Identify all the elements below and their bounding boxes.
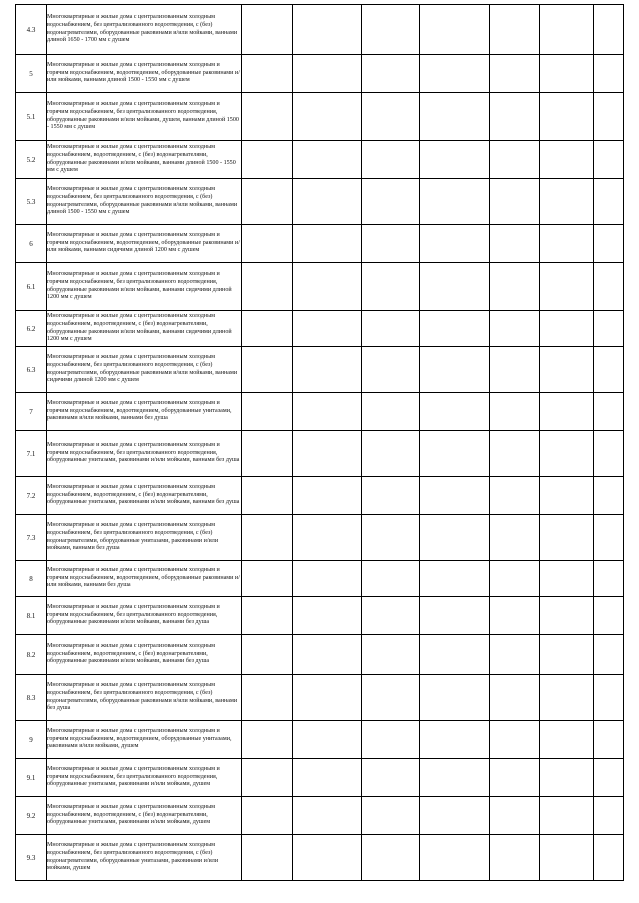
empty-value-cell bbox=[293, 515, 362, 561]
row-description-text: Многоквартирные и жилые дома с централизованным холодным и горячим водоснабжением, водоотведением, оборудованные унитазами, раковинами и/или мойками, душем bbox=[47, 727, 232, 750]
row-description-cell bbox=[47, 347, 242, 393]
empty-value-cell bbox=[420, 5, 490, 55]
row-description-cell bbox=[47, 561, 242, 597]
row-number-cell: 5.2 bbox=[16, 141, 47, 179]
row-number-cell: 7.3 bbox=[16, 515, 47, 561]
empty-value-cell bbox=[362, 225, 420, 263]
empty-value-cell bbox=[420, 179, 490, 225]
empty-value-cell bbox=[594, 5, 624, 55]
empty-value-cell bbox=[420, 311, 490, 347]
empty-value-cell bbox=[594, 835, 624, 881]
empty-value-cell bbox=[242, 515, 293, 561]
row-number-cell: 8.1 bbox=[16, 597, 47, 635]
empty-value-cell bbox=[490, 431, 540, 477]
row-number-cell: 9.1 bbox=[16, 759, 47, 797]
empty-value-cell bbox=[242, 141, 293, 179]
empty-value-cell bbox=[490, 393, 540, 431]
empty-value-cell bbox=[420, 263, 490, 311]
row-description-cell bbox=[47, 141, 242, 179]
empty-value-cell bbox=[540, 393, 594, 431]
empty-value-cell bbox=[420, 141, 490, 179]
empty-value-cell bbox=[490, 93, 540, 141]
row-number-cell: 8.3 bbox=[16, 675, 47, 721]
empty-value-cell bbox=[242, 797, 293, 835]
empty-value-cell bbox=[594, 141, 624, 179]
empty-value-cell bbox=[362, 141, 420, 179]
row-description-cell bbox=[47, 721, 242, 759]
empty-value-cell bbox=[420, 797, 490, 835]
norms-table bbox=[15, 4, 624, 881]
empty-value-cell bbox=[420, 515, 490, 561]
empty-value-cell bbox=[594, 347, 624, 393]
row-description-cell bbox=[47, 597, 242, 635]
table-row bbox=[16, 797, 624, 835]
empty-value-cell bbox=[540, 635, 594, 675]
row-description-text: Многоквартирные и жилые дома с централизованным холодным водоснабжением, водоотведением, с (без) водонагревателями, оборудованные унитазами, раковинами и/или мойками, ваннами без душа bbox=[47, 483, 240, 506]
row-description-cell bbox=[47, 635, 242, 675]
row-description-cell bbox=[47, 515, 242, 561]
empty-value-cell bbox=[362, 721, 420, 759]
table-row bbox=[16, 93, 624, 141]
empty-value-cell bbox=[362, 561, 420, 597]
row-description-cell bbox=[47, 311, 242, 347]
row-description-cell bbox=[47, 55, 242, 93]
empty-value-cell bbox=[242, 179, 293, 225]
empty-value-cell bbox=[293, 797, 362, 835]
empty-value-cell bbox=[242, 675, 293, 721]
empty-value-cell bbox=[490, 797, 540, 835]
empty-value-cell bbox=[293, 311, 362, 347]
empty-value-cell bbox=[594, 675, 624, 721]
empty-value-cell bbox=[362, 759, 420, 797]
empty-value-cell bbox=[594, 635, 624, 675]
empty-value-cell bbox=[293, 561, 362, 597]
empty-value-cell bbox=[540, 797, 594, 835]
row-number-cell: 7 bbox=[16, 393, 47, 431]
empty-value-cell bbox=[293, 5, 362, 55]
empty-value-cell bbox=[490, 597, 540, 635]
empty-value-cell bbox=[594, 263, 624, 311]
empty-value-cell bbox=[540, 179, 594, 225]
row-description-text: Многоквартирные и жилые дома с централизованным холодным водоснабжением, водоотведением, с (без) водонагревателями, оборудованные раковинами и/или мойками, ваннами длиной 1500 - 1550 мм с душем bbox=[47, 143, 236, 174]
row-description-text: Многоквартирные и жилые дома с централизованным холодным и горячим водоснабжением, водоотведением, оборудованные унитазами, раковинами и/или мойками, ваннами без душа bbox=[47, 399, 232, 422]
row-description-text: Многоквартирные и жилые дома с централизованным холодным и горячим водоснабжением, без централизованного водоотведения, оборудованные унитазами, раковинами и/или мойками, душем bbox=[47, 765, 220, 788]
empty-value-cell bbox=[242, 561, 293, 597]
empty-value-cell bbox=[362, 675, 420, 721]
empty-value-cell bbox=[490, 721, 540, 759]
empty-value-cell bbox=[242, 263, 293, 311]
empty-value-cell bbox=[420, 477, 490, 515]
empty-value-cell bbox=[420, 675, 490, 721]
empty-value-cell bbox=[420, 393, 490, 431]
table-row bbox=[16, 675, 624, 721]
table-row bbox=[16, 431, 624, 477]
empty-value-cell bbox=[242, 347, 293, 393]
row-description-text: Многоквартирные и жилые дома с централизованным холодным водоснабжением, водоотведением, с (без) водонагревателями, оборудованные раковинами и/или мойками, ваннами сидячими длиной 1200 мм с душем bbox=[47, 312, 232, 343]
empty-value-cell bbox=[540, 5, 594, 55]
empty-value-cell bbox=[540, 311, 594, 347]
empty-value-cell bbox=[362, 393, 420, 431]
empty-value-cell bbox=[242, 721, 293, 759]
row-description-text: Многоквартирные и жилые дома с централизованным холодным и горячим водоснабжением, водоотведением, оборудованные раковинами и/или мойками, ваннами сидячими длиной 1200 мм с душем bbox=[47, 231, 240, 254]
row-description-text: Многоквартирные и жилые дома с централизованным холодным водоснабжением, без централизованного водоотведения, с (без) водонагревателями, оборудованные раковинами и/или мойками, ваннами без душа bbox=[47, 681, 238, 712]
empty-value-cell bbox=[540, 515, 594, 561]
empty-value-cell bbox=[490, 675, 540, 721]
empty-value-cell bbox=[242, 635, 293, 675]
empty-value-cell bbox=[594, 477, 624, 515]
empty-value-cell bbox=[242, 55, 293, 93]
empty-value-cell bbox=[420, 561, 490, 597]
empty-value-cell bbox=[540, 55, 594, 93]
row-number-cell: 6.3 bbox=[16, 347, 47, 393]
empty-value-cell bbox=[420, 431, 490, 477]
row-number-cell: 6.2 bbox=[16, 311, 47, 347]
empty-value-cell bbox=[594, 515, 624, 561]
row-number-cell: 5 bbox=[16, 55, 47, 93]
row-description-text: Многоквартирные и жилые дома с централизованным холодным и горячим водоснабжением, водоотведением, оборудованные раковинами и/или мойками, ваннами длиной 1500 - 1550 мм с душем bbox=[47, 61, 240, 84]
empty-value-cell bbox=[490, 263, 540, 311]
empty-value-cell bbox=[293, 225, 362, 263]
empty-value-cell bbox=[490, 759, 540, 797]
empty-value-cell bbox=[490, 477, 540, 515]
empty-value-cell bbox=[293, 347, 362, 393]
row-description-text: Многоквартирные и жилые дома с централизованным холодным и горячим водоснабжением, без централизованного водоотведения, оборудованные раковинами и/или мойками, ваннами без душа bbox=[47, 603, 220, 626]
empty-value-cell bbox=[594, 179, 624, 225]
row-number-cell: 9 bbox=[16, 721, 47, 759]
row-number-cell: 7.1 bbox=[16, 431, 47, 477]
empty-value-cell bbox=[490, 311, 540, 347]
empty-value-cell bbox=[293, 431, 362, 477]
empty-value-cell bbox=[242, 311, 293, 347]
empty-value-cell bbox=[540, 263, 594, 311]
empty-value-cell bbox=[420, 347, 490, 393]
empty-value-cell bbox=[540, 225, 594, 263]
table-row bbox=[16, 311, 624, 347]
table-row bbox=[16, 477, 624, 515]
empty-value-cell bbox=[594, 797, 624, 835]
empty-value-cell bbox=[293, 597, 362, 635]
row-number-cell: 6 bbox=[16, 225, 47, 263]
empty-value-cell bbox=[362, 263, 420, 311]
table-row bbox=[16, 5, 624, 55]
empty-value-cell bbox=[420, 721, 490, 759]
empty-value-cell bbox=[293, 179, 362, 225]
row-description-cell bbox=[47, 179, 242, 225]
empty-value-cell bbox=[293, 675, 362, 721]
empty-value-cell bbox=[490, 5, 540, 55]
empty-value-cell bbox=[420, 597, 490, 635]
row-description-cell bbox=[47, 225, 242, 263]
row-description-cell bbox=[47, 263, 242, 311]
row-description-cell bbox=[47, 675, 242, 721]
row-description-text: Многоквартирные и жилые дома с централизованным холодным водоснабжением, без централизованного водоотведения, с (без) водонагревателями, оборудованные раковинами и/или мойками, ваннами длиной 1500 - 1550 мм с душем bbox=[47, 185, 238, 216]
empty-value-cell bbox=[293, 141, 362, 179]
empty-value-cell bbox=[540, 347, 594, 393]
empty-value-cell bbox=[594, 55, 624, 93]
empty-value-cell bbox=[293, 93, 362, 141]
row-number-cell: 8 bbox=[16, 561, 47, 597]
table-row bbox=[16, 835, 624, 881]
table-row bbox=[16, 721, 624, 759]
table-row bbox=[16, 561, 624, 597]
table-row bbox=[16, 179, 624, 225]
empty-value-cell bbox=[293, 759, 362, 797]
empty-value-cell bbox=[594, 597, 624, 635]
row-description-cell bbox=[47, 393, 242, 431]
empty-value-cell bbox=[420, 635, 490, 675]
empty-value-cell bbox=[540, 141, 594, 179]
row-description-text: Многоквартирные и жилые дома с централизованным холодным водоснабжением, без централизованного водоотведения, с (без) водонагревателями, оборудованные унитазами, раковинами и/или мойками, ваннами без душа bbox=[47, 521, 219, 552]
empty-value-cell bbox=[242, 225, 293, 263]
empty-value-cell bbox=[490, 141, 540, 179]
empty-value-cell bbox=[293, 55, 362, 93]
row-description-text: Многоквартирные и жилые дома с централизованным холодным водоснабжением, без централизованного водоотведения, с (без) водонагревателями, оборудованные раковинами и/или мойками, ваннами длиной 1650 - 1700 мм с душем bbox=[47, 13, 238, 44]
row-number-cell: 9.3 bbox=[16, 835, 47, 881]
row-description-cell bbox=[47, 835, 242, 881]
empty-value-cell bbox=[594, 561, 624, 597]
empty-value-cell bbox=[242, 835, 293, 881]
empty-value-cell bbox=[242, 477, 293, 515]
empty-value-cell bbox=[420, 835, 490, 881]
empty-value-cell bbox=[490, 561, 540, 597]
empty-value-cell bbox=[362, 55, 420, 93]
empty-value-cell bbox=[242, 431, 293, 477]
table-row bbox=[16, 225, 624, 263]
empty-value-cell bbox=[540, 721, 594, 759]
empty-value-cell bbox=[293, 477, 362, 515]
empty-value-cell bbox=[362, 347, 420, 393]
row-description-text: Многоквартирные и жилые дома с централизованным холодным водоснабжением, без централизованного водоотведения, с (без) водонагревателями, оборудованные унитазами, раковинами и/или мойками, душем bbox=[47, 841, 219, 872]
empty-value-cell bbox=[420, 759, 490, 797]
empty-value-cell bbox=[540, 835, 594, 881]
empty-value-cell bbox=[490, 835, 540, 881]
empty-value-cell bbox=[420, 225, 490, 263]
empty-value-cell bbox=[362, 835, 420, 881]
empty-value-cell bbox=[242, 759, 293, 797]
row-description-text: Многоквартирные и жилые дома с централизованным холодным и горячим водоснабжением, без централизованного водоотведения, оборудованные раковинами и/или мойками, душем, ваннами длиной 1500 - 1550 мм с душем bbox=[47, 100, 239, 131]
row-number-cell: 9.2 bbox=[16, 797, 47, 835]
row-description-cell bbox=[47, 797, 242, 835]
table-row bbox=[16, 635, 624, 675]
row-description-text: Многоквартирные и жилые дома с централизованным холодным водоснабжением, водоотведением, с (без) водонагревателями, оборудованные унитазами, раковинами и/или мойками, душем bbox=[47, 803, 216, 826]
empty-value-cell bbox=[362, 431, 420, 477]
empty-value-cell bbox=[540, 759, 594, 797]
empty-value-cell bbox=[490, 225, 540, 263]
empty-value-cell bbox=[362, 5, 420, 55]
empty-value-cell bbox=[242, 597, 293, 635]
empty-value-cell bbox=[594, 311, 624, 347]
empty-value-cell bbox=[362, 797, 420, 835]
empty-value-cell bbox=[540, 477, 594, 515]
table-row bbox=[16, 597, 624, 635]
empty-value-cell bbox=[420, 55, 490, 93]
empty-value-cell bbox=[594, 393, 624, 431]
row-description-cell bbox=[47, 431, 242, 477]
row-description-text: Многоквартирные и жилые дома с централизованным холодным и горячим водоснабжением, без централизованного водоотведения, оборудованные раковинами и/или мойками, ваннами сидячими длиной 1200 мм с душем bbox=[47, 270, 232, 301]
row-number-cell: 5.3 bbox=[16, 179, 47, 225]
empty-value-cell bbox=[242, 393, 293, 431]
row-description-text: Многоквартирные и жилые дома с централизованным холодным водоснабжением, водоотведением, с (без) водонагревателями, оборудованные раковинами и/или мойками, ваннами без душа bbox=[47, 642, 216, 665]
row-number-cell: 6.1 bbox=[16, 263, 47, 311]
empty-value-cell bbox=[242, 93, 293, 141]
empty-value-cell bbox=[540, 93, 594, 141]
empty-value-cell bbox=[540, 675, 594, 721]
empty-value-cell bbox=[293, 835, 362, 881]
empty-value-cell bbox=[362, 179, 420, 225]
table-row bbox=[16, 347, 624, 393]
empty-value-cell bbox=[490, 179, 540, 225]
empty-value-cell bbox=[362, 311, 420, 347]
empty-value-cell bbox=[594, 93, 624, 141]
empty-value-cell bbox=[362, 597, 420, 635]
empty-value-cell bbox=[242, 5, 293, 55]
row-description-text: Многоквартирные и жилые дома с централизованным холодным водоснабжением, без централизованного водоотведения, с (без) водонагревателями, оборудованные раковинами и/или мойками, ваннами сидячими длиной 1200 мм с душем bbox=[47, 353, 238, 384]
table-row bbox=[16, 393, 624, 431]
empty-value-cell bbox=[594, 721, 624, 759]
empty-value-cell bbox=[490, 515, 540, 561]
table-row bbox=[16, 759, 624, 797]
row-description-cell bbox=[47, 5, 242, 55]
empty-value-cell bbox=[540, 561, 594, 597]
table-row bbox=[16, 141, 624, 179]
row-description-cell bbox=[47, 93, 242, 141]
row-number-cell: 7.2 bbox=[16, 477, 47, 515]
row-number-cell: 5.1 bbox=[16, 93, 47, 141]
row-description-cell bbox=[47, 477, 242, 515]
empty-value-cell bbox=[490, 635, 540, 675]
empty-value-cell bbox=[362, 477, 420, 515]
empty-value-cell bbox=[362, 93, 420, 141]
empty-value-cell bbox=[594, 759, 624, 797]
empty-value-cell bbox=[594, 431, 624, 477]
empty-value-cell bbox=[540, 597, 594, 635]
empty-value-cell bbox=[362, 515, 420, 561]
empty-value-cell bbox=[293, 635, 362, 675]
empty-value-cell bbox=[293, 721, 362, 759]
empty-value-cell bbox=[420, 93, 490, 141]
row-description-cell bbox=[47, 759, 242, 797]
empty-value-cell bbox=[293, 263, 362, 311]
empty-value-cell bbox=[490, 55, 540, 93]
row-number-cell: 4.3 bbox=[16, 5, 47, 55]
empty-value-cell bbox=[540, 431, 594, 477]
empty-value-cell bbox=[490, 347, 540, 393]
row-description-text: Многоквартирные и жилые дома с централизованным холодным и горячим водоснабжением, водоотведением, оборудованные раковинами и/или мойками, ваннами без душа bbox=[47, 566, 240, 589]
table-row bbox=[16, 55, 624, 93]
empty-value-cell bbox=[293, 393, 362, 431]
row-number-cell: 8.2 bbox=[16, 635, 47, 675]
table-row bbox=[16, 515, 624, 561]
empty-value-cell bbox=[594, 225, 624, 263]
row-description-text: Многоквартирные и жилые дома с централизованным холодным и горячим водоснабжением, без централизованного водоотведения, оборудованные унитазами, раковинами и/или мойками, ваннами без душа bbox=[47, 441, 240, 464]
table-row bbox=[16, 263, 624, 311]
empty-value-cell bbox=[362, 635, 420, 675]
